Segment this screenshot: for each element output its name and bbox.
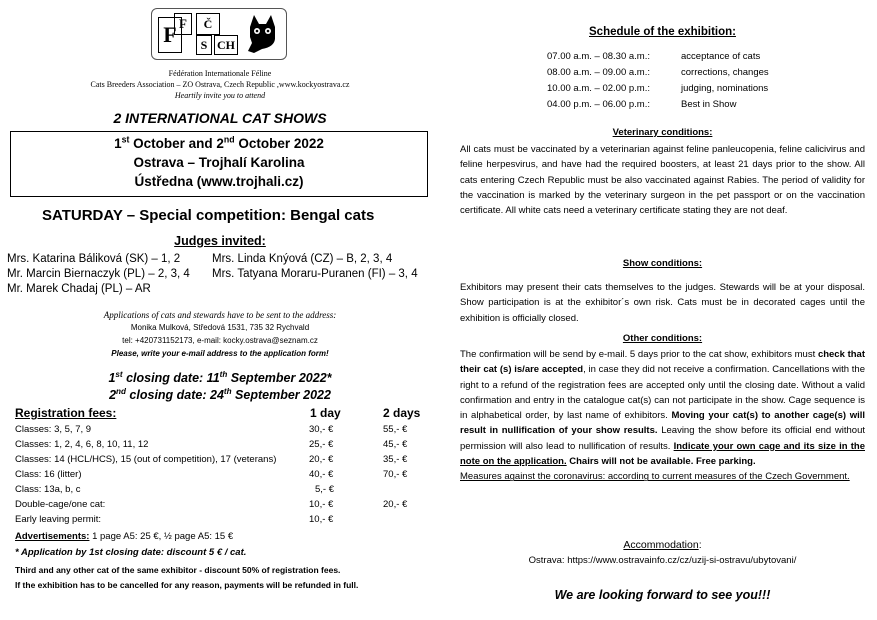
venue-line-1: Ostrava – Trojhalí Karolina <box>133 155 305 170</box>
table-row: Double-cage/one cat: 10,- € 20,- € <box>15 499 408 510</box>
table-row: Classes: 14 (HCL/HCS), 15 (out of competition), 17 (veterans) 20,- € 35,- € <box>15 454 408 465</box>
logo-ch-letter: CH <box>214 35 238 55</box>
schedule-row: 08.00 a.m. – 09.00 a.m.: corrections, changes <box>547 67 769 78</box>
saturday-heading: SATURDAY – Special competition: Bengal cats <box>42 207 375 224</box>
table-row: Class: 13a, b, c 5,- € <box>15 484 335 495</box>
advertisements-line: Advertisements: 1 page A5: 25 €, ½ page A5: 15 € <box>15 531 234 542</box>
schedule-row: 04.00 p.m. – 06.00 p.m.: Best in Show <box>547 99 737 110</box>
invite-text: Heartily invite you to attend <box>174 91 266 100</box>
discount-note: * Application by 1st closing date: discount 5 € / cat. <box>15 547 247 558</box>
logo-c-letter: Č <box>196 13 220 35</box>
logo-f-letter: F <box>158 17 182 53</box>
applications-block <box>20 309 420 360</box>
other-text: The confirmation will be send by e-mail. 5 days prior to the cat show, exhibitors must check that their cat (s) is/are accepted, in case they did not receive a confirmation. Cancellations with the right to a refund of the registration fees are accepted only until the closing date. Without a valid confirmation and entry in the catalogue cat(s) can not participate in the show. Cage sequence is in alphabetical order, by last name of exhibitors. Moving your cat(s) to another cage(s) will result in nullification of your show results. Leaving the show before its official end without permission will also lead to nullification of results. Indicate your own cage and its size in the note on the application. Chairs will not be available. Free parking. Measures against the coronavirus: according to current measures of the Czech Government. <box>460 349 866 483</box>
applications-email-note: Please, write your e-mail address to the application form! <box>111 349 329 358</box>
fife-name: Fédération Internationale Féline <box>168 69 272 78</box>
schedule-list <box>547 49 769 113</box>
show-text: Exhibitors may present their cats themselves to the judges. Stewards will be at your disposal. Show participation is at the exhibitor´s own risk. Cats must be in decorated cages until the exhibition is officially closed. <box>460 282 865 324</box>
judges-title: Judges invited: <box>174 234 266 248</box>
table-row: Class: 16 (litter) 40,- € 70,- € <box>15 469 408 480</box>
closing-date-2: 2nd closing date: 24th September 2022 <box>109 386 331 402</box>
logo-f-small: F <box>174 13 192 35</box>
judge-item: Mrs. Katarina Báliková (SK) – 1, 2 <box>7 253 181 265</box>
logo-s-letter: S <box>196 35 212 55</box>
cat-icon <box>244 13 280 55</box>
dates-line: 1st October and 2nd October 2022 <box>114 134 324 151</box>
accommodation-title: Accommodation: <box>623 539 702 551</box>
closing-greeting: We are looking forward to see you!!! <box>554 588 771 602</box>
judge-item: Mr. Marcin Biernaczyk (PL) – 2, 3, 4 <box>7 268 190 280</box>
fees-table <box>15 422 435 527</box>
accommodation-link[interactable]: Ostrava: https://www.ostravainfo.cz/cz/uzij-si-ostravu/ubytovani/ <box>528 555 797 566</box>
shows-title: 2 INTERNATIONAL CAT SHOWS <box>113 110 327 126</box>
schedule-title: Schedule of the exhibition: <box>589 26 736 38</box>
table-row: Classes: 1, 2, 4, 6, 8, 10, 11, 12 25,- € 45,- € <box>15 439 408 450</box>
fees-2days-header: 2 days <box>383 406 421 420</box>
table-row: Early leaving permit: 10,- € <box>15 514 334 525</box>
judge-item: Mr. Marek Chadaj (PL) – AR <box>7 283 151 295</box>
judges-right-list <box>212 252 418 282</box>
closing-date-1: 1st closing date: 11th September 2022* <box>108 369 332 385</box>
applications-address: Monika Mulková, Středová 1531, 735 32 Rychvald <box>130 323 310 332</box>
other-title: Other conditions: <box>622 333 703 344</box>
closing-dates <box>20 370 420 404</box>
show-title: Show conditions: <box>622 258 703 269</box>
table-row: Classes: 3, 5, 7, 9 30,- € 55,- € <box>15 424 408 435</box>
venue-line-2: Ústředna (www.trojhali.cz) <box>134 174 304 189</box>
refund-note: If the exhibition has to be cancelled for any reason, payments will be refunded in full. <box>15 580 359 590</box>
association-name: Cats Breeders Association – ZO Ostrava, Czech Republic ,www.kockyostrava.cz <box>90 80 350 89</box>
judges-left-list <box>7 252 190 297</box>
applications-contact: tel: +420731152173, e-mail: kocky.ostrava@seznam.cz <box>122 336 318 345</box>
third-cat-note: Third and any other cat of the same exhibitor - discount 50% of registration fees. <box>15 565 341 575</box>
schedule-row: 07.00 a.m. – 08.30 a.m.: acceptance of cats <box>547 51 761 62</box>
fees-1day-header: 1 day <box>310 406 341 420</box>
dates-box <box>10 131 428 197</box>
vet-title: Veterinary conditions: <box>612 127 713 138</box>
judge-item: Mrs. Tatyana Moraru-Puranen (FI) – 3, 4 <box>212 268 418 280</box>
schedule-row: 10.00 a.m. – 02.00 p.m.: judging, nominations <box>547 83 769 94</box>
fees-title: Registration fees: <box>15 406 117 420</box>
applications-intro: Applications of cats and stewards have to be sent to the address: <box>103 310 337 320</box>
fife-csch-logo <box>151 8 287 60</box>
judge-item: Mrs. Linda Knýová (CZ) – B, 2, 3, 4 <box>212 253 393 265</box>
vet-text: All cats must be vaccinated by a veterinarian against feline panleucopenia, feline calicivirus and feline herpesvirus, and have had the required boosters, at least 21 days prior to the show. All cats entering Czech Republic must be also vaccinated against Rabies. The period of validity for the vaccination is marked by the veterinary surgeon in the pet passport or on the vaccination certificate. All white cats need a veterinary certificate stating they are not deaf. <box>460 144 865 217</box>
